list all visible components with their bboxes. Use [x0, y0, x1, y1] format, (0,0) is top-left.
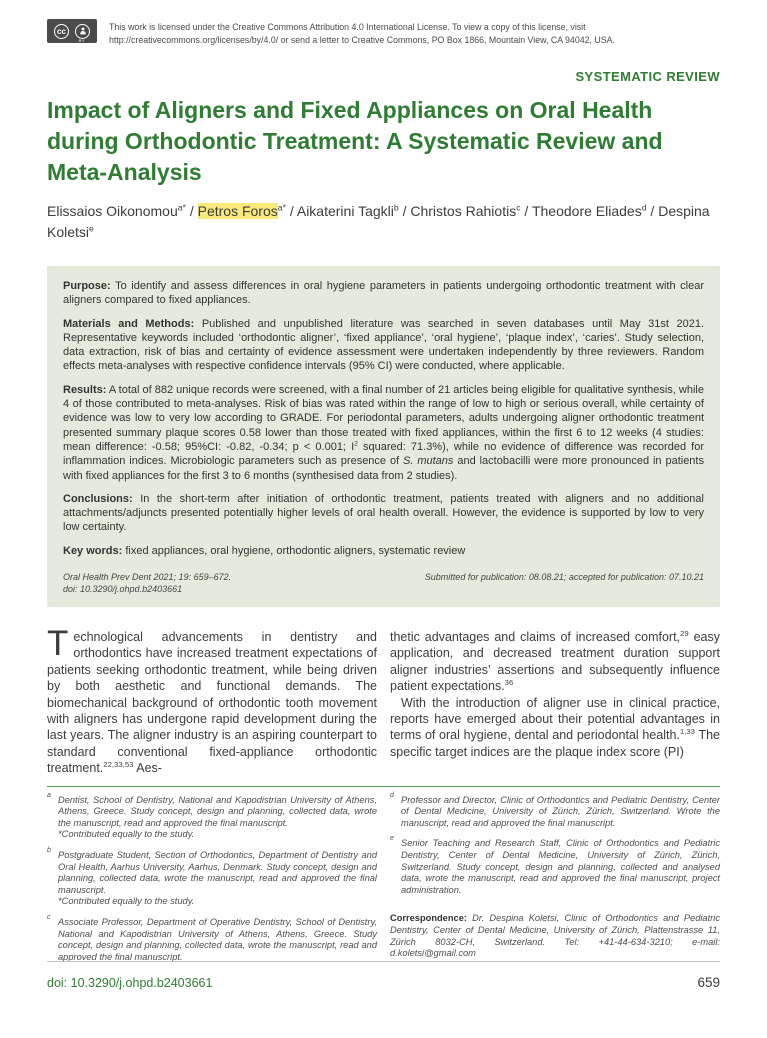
abstract-methods-label: Materials and Methods:	[63, 317, 195, 330]
abstract-results	[63, 383, 704, 483]
footnotes-column-left	[47, 791, 377, 964]
footnote-b: b Postgraduate Student, Section of Orthodontics, Department of Dentistry and Oral Health, Aarhus University, Aarhus, Denmark. Study concept, design and planning, collected data, wrote the manuscript, read and approved the final manuscript. *Contributed equally to the study.	[47, 847, 377, 907]
footnote-b-text: Postgraduate Student, Section of Orthodontics, Department of Dentistry and Oral Health, Aarhus University, Aarhus, Denmark. Study concept, design and planning, collected data, wrote the manuscript, read and approved the final manuscript. *Contributed equally to the study.	[58, 850, 377, 907]
footer-doi: doi: 10.3290/j.ohpd.b2403661	[47, 976, 213, 990]
footnote-d-text: Professor and Director, Clinic of Orthodontics and Pediatric Dentistry, Center of Dental Medicine, University of Zürich, Zürich, Switzerland. Wrote the manuscript, read and approved the final manuscript.	[401, 794, 720, 828]
footnotes-column-right	[390, 791, 720, 964]
abstract-methods-text: Published and unpublished literature was searched in seven databases until May 31st 2021. Representative keywords included ‘orthodontic aligner’, ‘fixed appliance’, ‘oral hygiene’, ‘plaque index’, ‘caries’. Study selection, data extraction, risk of bias and certainty of evidence assessment were undertaken independently by three reviewers. Random effects meta-analyses with respective confidence intervals (95% CI) were conducted, where applicable.	[63, 317, 705, 373]
body-column-left	[47, 624, 377, 777]
body-paragraph-2: With the introduction of aligner use in clinical practice, reports have emerged about their potential advantages in terms of oral hygiene, dental and periodontal health.$^{1,33}$ The specific target indices are the plaque index score (PI)	[390, 695, 720, 759]
intro-paragraph-text: echnological advancements in dentistry and orthodontics have increased treatment expectations of patients seeking orthodontic treatment, while being driven by both aesthetic and functional demands. The biomechanical background of orthodontic tooth movement with aligners has undergone rapid development during the last years. The aligner industry is an aspiring counterpart to standard conventional fixed-appliance orthodontic treatment.$^{22,33,53}$ Aes-	[47, 630, 377, 776]
abstract-conclusions-label: Conclusions:	[63, 492, 133, 505]
abstract-results-label: Results:	[63, 383, 107, 396]
correspondence-label: Correspondence:	[390, 913, 467, 924]
abstract-box	[47, 266, 720, 607]
abstract-results-text: A total of 882 unique records were screened, with a final number of 21 articles being eligible for qualitative synthesis, while 4 of those contributed to meta-analyses. Risk of bias was rated within the range of low to high or serious overall, while certainty of evidence was low to very low according to GRADE. For periodontal parameters, adults undergoing aligner orthodontic treatment presented summary plaque scores 0.58 lower than those treated with fixed appliances, within the first 6 to 12 weeks (4 studies: mean difference: -0.58; 95%CI: -0.82, -0.34; p < 0.001; $I^2$ squared: 71.3%), while no evidence of difference was recorded for inflammation indices. Microbiologic parameters such as presence of S. mutans and lactobacilli were more pronounced in patients with fixed appliances for the first 3 to 6 months (synthesised data from 2 studies).	[63, 383, 704, 482]
footnote-a-text: Dentist, School of Dentistry, National and Kapodistrian University of Athens, Athens, Greece. Study concept, design and planning, collected data, wrote the manuscript, read and approved the final manuscript. *Contributed equally to the study.	[58, 794, 377, 840]
article-title: Impact of Aligners and Fixed Appliances on Oral Health during Orthodontic Treatment: A Systematic Review and Meta-Analysis	[47, 97, 663, 185]
intro-paragraph	[47, 624, 377, 777]
footnote-c-text: Associate Professor, Department of Operative Dentistry, School of Dentistry, National and Kapodistrian University of Athens, Athens, Greece. Study concept, design and planning, collected data, wrote the manuscript, read and approved the final manuscript.	[58, 917, 377, 962]
journal-citation	[63, 571, 231, 595]
citation-row	[63, 571, 704, 595]
submission-dates: Submitted for publication: 08.08.21; accepted for publication: 07.10.21	[424, 572, 704, 583]
abstract-conclusions-text: In the short-term after initiation of orthodontic treatment, patients treated with aligners and no additional attachments/adjuncts presented potentially higher levels of oral health overall. However, the evidence is supported by low to very low certainty.	[63, 492, 704, 534]
abstract-purpose-label: Purpose:	[63, 280, 111, 292]
abstract-purpose-text: To identify and assess differences in oral hygiene parameters in patients undergoing orthodontic treatment with clear aligners compared to fixed appliances.	[63, 280, 704, 307]
authors-line: Elissaios Oikonomou$^{a*}$ / Petros Foros$^{a*}$ / Aikaterini Tagkli$^b$ / Christos Rahiotis$^c$ / Theodore Eliades$^d$ / Despina Koletsi$^e$	[47, 202, 710, 240]
footer-page-number: 659	[697, 975, 720, 990]
cc-by-badge	[47, 19, 97, 43]
correspondence	[390, 913, 720, 959]
footnote-c: c Associate Professor, Department of Operative Dentistry, School of Dentistry, National and Kapodistrian University of Athens, Athens, Greece. Study concept, design and planning, collected data, wrote the manuscript, read and approved the final manuscript.	[47, 914, 377, 962]
footnote-e: e Senior Teaching and Research Staff, Clinic of Orthodontics and Pediatric Dentistry, Center of Dental Medicine, University of Zürich, Zürich, Switzerland. Study concept, design and planning, collected and analysed data, wrote the manuscript, read and approved the final manuscript, project administration.	[390, 835, 720, 895]
license-text-line1: This work is licensed under the Creative Commons Attribution 4.0 International License. To view a copy of this license, visit	[109, 22, 586, 32]
footnote-e-text: Senior Teaching and Research Staff, Clinic of Orthodontics and Pediatric Dentistry, Center of Dental Medicine, University of Zürich, Zürich, Switzerland. Study concept, design and planning, collected and analysed data, wrote the manuscript, read and approved the final manuscript, project administration.	[401, 838, 720, 895]
footnote-separator-rule	[47, 786, 720, 787]
abstract-methods	[63, 317, 704, 374]
license-text	[109, 19, 615, 46]
body-column-right	[390, 629, 720, 777]
dropcap: T	[47, 624, 69, 664]
cc-by-label: BY	[78, 38, 85, 43]
abstract-purpose	[63, 279, 704, 308]
abstract-conclusions	[63, 492, 704, 535]
license-header	[47, 19, 720, 46]
journal-citation-line1: Oral Health Prev Dent 2021; 19: 659–672.	[63, 572, 232, 583]
abstract-keywords-label: Key words:	[63, 544, 123, 557]
footnote-a: a Dentist, School of Dentistry, National and Kapodistrian University of Athens, Athens, Greece. Study concept, design and planning, collected data, wrote the manuscript, read and approved the final manuscript. *Contributed equally to the study.	[47, 791, 377, 840]
license-text-line2: http://creativecommons.org/licenses/by/4.0/ or send a letter to Creative Commons, PO Box 1866, Mountain View, CA 94042, USA.	[109, 34, 615, 45]
abstract-keywords	[63, 544, 704, 558]
article-body	[47, 624, 720, 777]
cc-icon: cc	[54, 24, 69, 39]
footnotes	[47, 791, 720, 964]
body-paragraph-continuation: thetic advantages and claims of increased comfort,$^{29}$ easy application, and decreased treatment duration support aligner industries’ assertions and subsequently influence patient expectations.$^{36}$	[390, 628, 720, 694]
footnote-d: d Professor and Director, Clinic of Orthodontics and Pediatric Dentistry, Center of Dental Medicine, University of Zürich, Zürich, Switzerland. Wrote the manuscript, read and approved the final manuscript.	[390, 791, 720, 828]
journal-citation-doi: doi: 10.3290/j.ohpd.b2403661	[63, 584, 183, 595]
page-footer	[47, 961, 720, 990]
cc-by-person-icon	[75, 24, 90, 39]
article-type-label: SYSTEMATIC REVIEW	[575, 69, 720, 84]
abstract-keywords-text: fixed appliances, oral hygiene, orthodontic aligners, systematic review	[125, 544, 466, 557]
correspondence-text: Dr. Despina Koletsi, Clinic of Orthodontics and Pediatric Dentistry, Center of Dental Medicine, University of Zürich, Plattenstrasse 11, Zürich 8032-CH, Switzerland. Tel: +41-44-634-3210; e-mail: d.koletsi@gmail.com	[390, 913, 720, 959]
